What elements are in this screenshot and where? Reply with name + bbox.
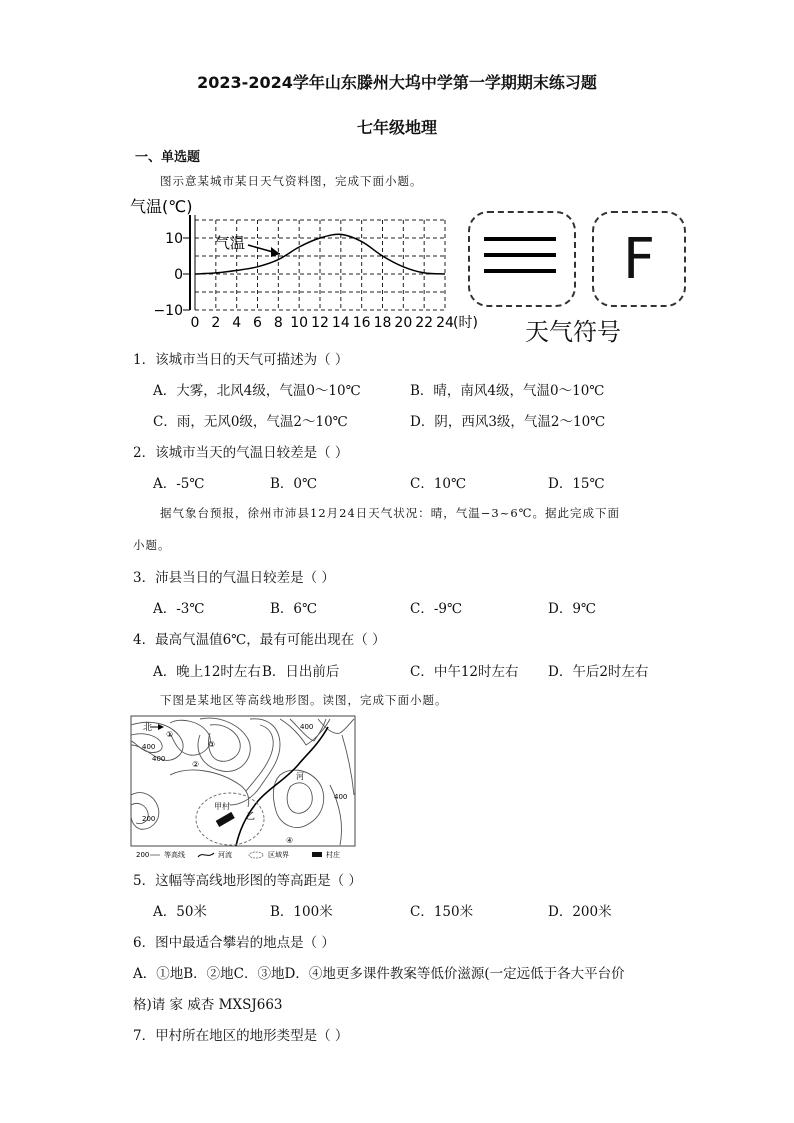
q1-option-b[interactable]: B．晴，南风4级，气温0～10℃	[410, 383, 605, 399]
chart-axes	[190, 215, 195, 310]
temperature-chart	[130, 190, 490, 340]
river-label: 河	[296, 772, 304, 781]
q4-option-b[interactable]: B．日出前后	[262, 664, 340, 680]
q4-option-d[interactable]: D．午后2时左右	[548, 664, 649, 680]
question-1: 1．该城市当日的天气可描述为（ ）	[133, 352, 349, 368]
weather-symbols-caption: 天气符号	[525, 318, 621, 346]
q1-option-c[interactable]: C．雨，无风0级，气温2～10℃	[153, 414, 348, 430]
question-3: 3．沛县当日的气温日较差是（ ）	[133, 570, 335, 586]
y-tick-label: 10	[165, 231, 183, 247]
q1-option-a[interactable]: A．大雾，北风4级，气温0～10℃	[153, 383, 361, 399]
x-tick-label: 2	[211, 315, 221, 331]
q3-option-d[interactable]: D．9℃	[548, 601, 597, 617]
x-axis-unit: (时)	[453, 315, 478, 331]
x-tick-label: 24	[436, 315, 454, 331]
marker-2: ②	[192, 760, 200, 769]
x-tick-label: 20	[394, 315, 413, 331]
intro-text-2b: 小题。	[133, 538, 171, 552]
marker-1: ①	[166, 730, 174, 739]
contour-label-400: 400	[300, 723, 314, 731]
intro-text-1: 图示意某城市某日天气资料图，完成下面小题。	[160, 174, 423, 188]
x-tick-label: 6	[253, 315, 262, 331]
q2-option-c[interactable]: C．10℃	[410, 476, 467, 492]
q2-option-a[interactable]: A．-5℃	[153, 476, 205, 492]
q4-option-c[interactable]: C．中午12时左右	[410, 664, 519, 680]
intro-text-2a: 据气象台预报，徐州市沛县12月24日天气状况：晴，气温−3~6℃。据此完成下面	[160, 506, 621, 520]
question-5: 5．这幅等高线地形图的等高距是（ ）	[133, 873, 362, 889]
x-tick-label: 16	[352, 315, 371, 331]
contour-label-200: 200	[142, 815, 156, 823]
q3-option-b[interactable]: B．6℃	[270, 601, 318, 617]
question-2: 2．该城市当天的气温日较差是（ ）	[133, 445, 349, 461]
q6-options-line[interactable]: A．①地B．②地C．③地D．④地更多课件教案等低价滋源(一定远低于各大平台价	[133, 966, 625, 982]
chart-ylabel: 气温(℃)	[130, 197, 193, 216]
q2-option-d[interactable]: D．15℃	[548, 476, 605, 492]
weather-symbol-fog	[468, 211, 576, 307]
q5-option-c[interactable]: C．150米	[410, 904, 474, 920]
y-tick-label: 0	[174, 267, 183, 283]
page-title: 2023-2024学年山东滕州大坞中学第一学期期末练习题	[197, 73, 597, 92]
q3-option-a[interactable]: A．-3℃	[153, 601, 205, 617]
contour-label-400: 400	[152, 755, 166, 763]
q5-option-d[interactable]: D．200米	[548, 904, 612, 920]
intro-text-3: 下图是某地区等高线地形图。读图，完成下面小题。	[160, 693, 448, 707]
marker-3: ③	[208, 740, 216, 749]
marker-4: ④	[286, 836, 294, 845]
x-tick-label: 22	[415, 315, 434, 331]
x-tick-label: 0	[190, 315, 200, 331]
contour-label-400: 400	[334, 793, 348, 801]
q6-options-line-2: 格)请 家 威杏 MXSJ663	[133, 997, 283, 1013]
section-heading: 一、单选题	[135, 150, 201, 165]
svg-text:河流: 河流	[218, 851, 232, 859]
x-tick-label: 14	[331, 315, 350, 331]
x-tick-label: 12	[311, 315, 329, 331]
q3-option-c[interactable]: C．-9℃	[410, 601, 463, 617]
q5-option-a[interactable]: A．50米	[153, 904, 207, 920]
q4-option-a[interactable]: A．晚上12时左右	[153, 664, 261, 680]
q1-option-d[interactable]: D．阴，西风3级，气温2～10℃	[410, 414, 606, 430]
weather-symbol-wind	[592, 211, 686, 307]
north-label: 北	[143, 723, 153, 733]
svg-text:村庄: 村庄	[326, 851, 340, 859]
x-tick-label: 8	[273, 315, 283, 331]
x-tick-label: 10	[290, 315, 309, 331]
chart-ticks	[153, 231, 477, 331]
contour-map	[130, 715, 356, 863]
q2-option-b[interactable]: B．0℃	[270, 476, 318, 492]
series-label: 气温	[215, 234, 246, 252]
question-4: 4．最高气温值6℃，最有可能出现在（ ）	[133, 632, 386, 648]
contour-label-400: 400	[142, 743, 156, 751]
page-subtitle: 七年级地理	[356, 118, 437, 137]
svg-text:区域界: 区域界	[268, 851, 289, 859]
x-tick-label: 4	[232, 315, 242, 331]
village-label: 甲村	[214, 802, 230, 811]
map-legend	[136, 850, 340, 859]
question-7: 7．甲村所在地区的地形类型是（ ）	[133, 1028, 349, 1044]
question-6: 6．图中最适合攀岩的地点是（ ）	[133, 935, 335, 951]
wind-symbol-glyph: F	[622, 227, 656, 292]
x-tick-label: 18	[373, 315, 392, 331]
svg-text:等高线: 等高线	[164, 851, 185, 859]
svg-text:200: 200	[136, 851, 150, 859]
q5-option-b[interactable]: B．100米	[270, 904, 333, 920]
y-tick-label: −10	[153, 303, 183, 319]
point-yi-label: 乙	[246, 812, 256, 822]
